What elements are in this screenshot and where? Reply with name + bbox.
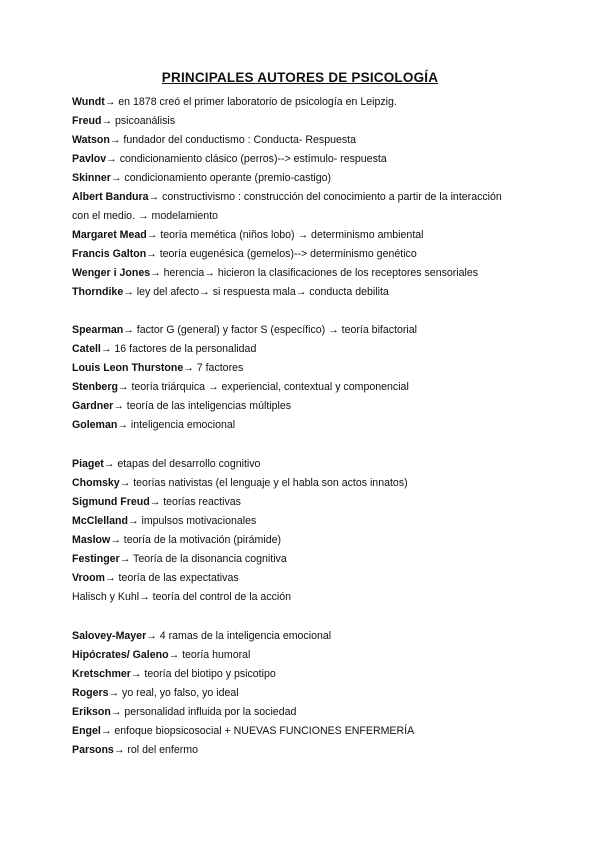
author-name: Sigmund Freud <box>72 496 150 508</box>
author-name: Parsons <box>72 744 114 756</box>
author-description: → constructivismo : construcción del conocimiento a partir de la interacción <box>148 191 502 203</box>
author-name: Stenberg <box>72 381 118 393</box>
author-description: → enfoque biopsicosocial + NUEVAS FUNCIONES ENFERMERÍA <box>100 725 415 737</box>
author-name: Chomsky <box>72 477 120 489</box>
list-item <box>72 457 532 471</box>
author-description: → teoría de las inteligencias múltiples <box>113 400 292 412</box>
author-description: → 4 ramas de la inteligencia emocional <box>146 630 332 642</box>
list-item <box>72 686 532 700</box>
author-name: Maslow <box>72 534 111 546</box>
author-description: → teorías nativistas (el lenguaje y el habla son actos innatos) <box>119 477 408 489</box>
author-name: Kretschmer <box>72 668 131 680</box>
list-item <box>72 648 532 662</box>
author-description: → condicionamiento operante (premio-castigo) <box>110 172 332 184</box>
author-name: Thorndike <box>72 286 124 298</box>
list-item <box>72 361 532 375</box>
list-item <box>72 380 532 394</box>
list-item <box>72 114 532 128</box>
list-item <box>72 533 532 547</box>
author-name: Gardner <box>72 400 114 412</box>
list-item <box>72 399 532 413</box>
list-item <box>72 724 532 738</box>
author-name: Erikson <box>72 706 111 718</box>
list-item <box>72 514 532 528</box>
author-description: → teoría del biotipo y psicotipo <box>130 668 276 680</box>
list-item <box>72 323 532 337</box>
author-description: → factor G (general) y factor S (específico) → teoría bifactorial <box>123 324 418 336</box>
author-description: → teoría de la motivación (pirámide) <box>110 534 282 546</box>
author-name: Margaret Mead <box>72 229 147 241</box>
author-description: → 16 factores de la personalidad <box>100 343 257 355</box>
list-item <box>72 190 532 204</box>
list-item <box>72 171 532 185</box>
list-item <box>72 705 532 719</box>
author-name: Francis Galton <box>72 248 147 260</box>
page-title: PRINCIPALES AUTORES DE PSICOLOGÍA <box>161 70 439 85</box>
list-item <box>72 152 532 166</box>
author-description: → Teoría de la disonancia cognitiva <box>119 553 287 565</box>
author-name: Engel <box>72 725 101 737</box>
author-description: → condicionamiento clásico (perros)--> estímulo- respuesta <box>106 153 387 165</box>
author-description: → teoría memética (niños lobo) → determinismo ambiental <box>146 229 424 241</box>
author-name: Watson <box>72 134 110 146</box>
list-item <box>72 418 532 432</box>
author-description: → psicoanálisis <box>101 115 176 127</box>
author-name: Louis Leon Thurstone <box>72 362 184 374</box>
list-item <box>72 285 532 299</box>
author-description: → yo real, yo falso, yo ideal <box>108 687 239 699</box>
author-description: → teoría eugenésica (gemelos)--> determinismo genético <box>146 248 417 260</box>
author-name: Hipócrates/ Galeno <box>72 649 169 661</box>
author-description: → herencia→ hicieron la clasificaciones de los receptores sensoriales <box>150 267 479 279</box>
author-name: Piaget <box>72 458 104 470</box>
author-description: → teoría humoral <box>168 649 251 661</box>
list-item <box>72 552 532 566</box>
author-description: → ley del afecto→ si respuesta mala→ conducta debilita <box>123 286 389 298</box>
list-item <box>72 342 532 356</box>
list-item <box>72 495 532 509</box>
author-description: → personalidad influida por la sociedad <box>110 706 297 718</box>
list-item <box>72 667 532 681</box>
author-description: → 7 factores <box>183 362 244 374</box>
author-name: McClelland <box>72 515 128 527</box>
author-description: Halisch y Kuhl→ teoría del control de la acción <box>72 591 292 603</box>
author-description: → fundador del conductismo : Conducta- Respuesta <box>109 134 357 146</box>
author-name: Spearman <box>72 324 124 336</box>
list-item <box>72 133 532 147</box>
author-name: Goleman <box>72 419 118 431</box>
list-item <box>72 571 532 585</box>
author-description: → impulsos motivacionales <box>127 515 257 527</box>
author-name: Festinger <box>72 553 120 565</box>
author-description: → inteligencia emocional <box>117 419 236 431</box>
author-description: → etapas del desarrollo cognitivo <box>103 458 261 470</box>
author-description: → teoría de las expectativas <box>104 572 239 584</box>
author-name: Catell <box>72 343 101 355</box>
author-description: → teoría triárquica → experiencial, contextual y componencial <box>117 381 409 393</box>
author-name: Salovey-Mayer <box>72 630 147 642</box>
author-name: Albert Bandura <box>72 191 149 203</box>
author-description: → en 1878 creó el primer laboratorio de psicología en Leipzig. <box>104 96 397 108</box>
author-name: Pavlov <box>72 153 107 165</box>
list-item <box>72 743 532 757</box>
author-name: Rogers <box>72 687 109 699</box>
list-item <box>72 629 532 643</box>
author-name: Freud <box>72 115 102 127</box>
author-name: Wenger i Jones <box>72 267 151 279</box>
list-item <box>72 247 532 261</box>
author-name: Vroom <box>72 572 105 584</box>
list-item-continuation <box>72 209 532 223</box>
list-item <box>72 590 532 604</box>
list-item <box>72 95 532 109</box>
author-description: con el medio. → modelamiento <box>72 210 219 222</box>
list-item <box>72 228 532 242</box>
list-item <box>72 266 532 280</box>
list-item <box>72 476 532 490</box>
author-description: → teorías reactivas <box>149 496 241 508</box>
author-description: → rol del enfermo <box>113 744 199 756</box>
author-name: Skinner <box>72 172 111 184</box>
author-name: Wundt <box>72 96 105 108</box>
